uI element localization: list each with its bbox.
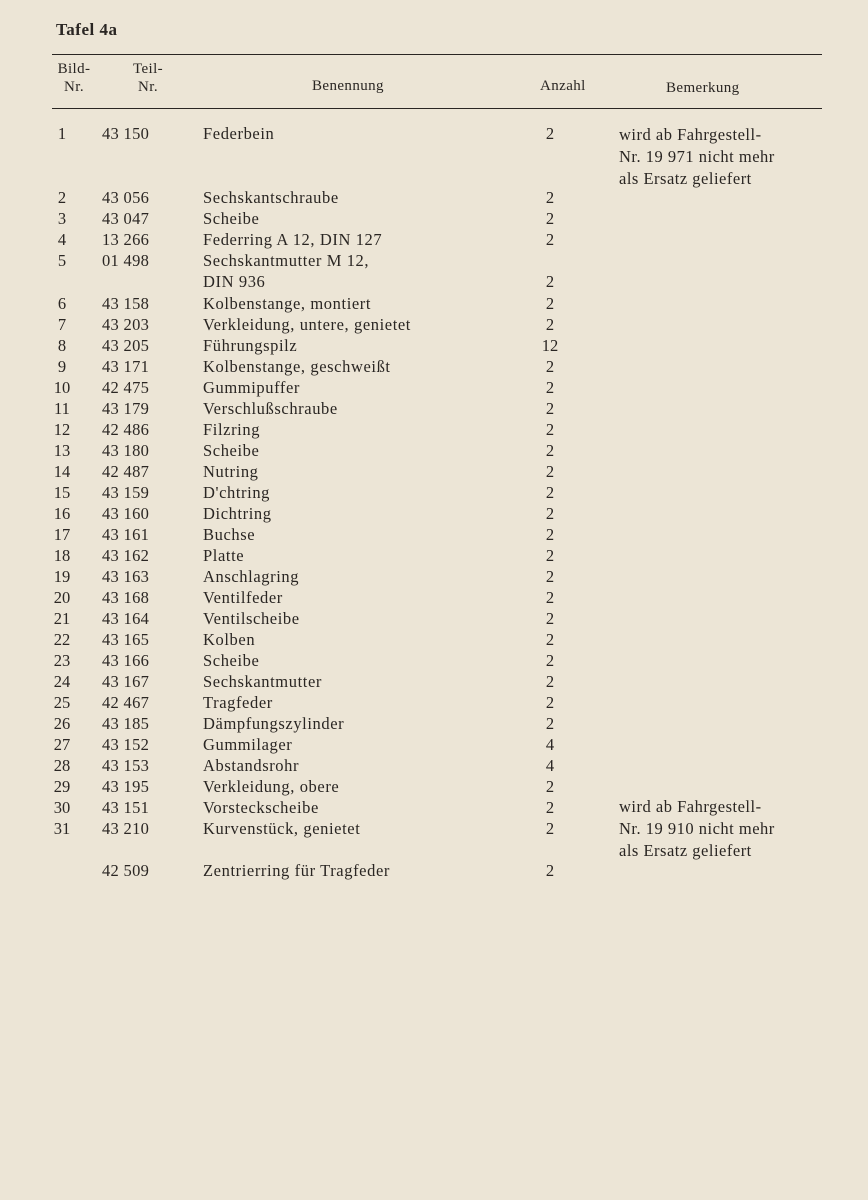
cell-anzahl: 2 xyxy=(545,630,555,649)
table-row xyxy=(0,188,868,210)
cell-teil-nr: 43 205 xyxy=(102,336,150,355)
table-row xyxy=(0,630,868,652)
cell-anzahl: 2 xyxy=(545,693,555,712)
table-row xyxy=(0,672,868,694)
column-header-bild-line2: Nr. xyxy=(64,79,84,95)
cell-bild-nr: 5 xyxy=(57,251,67,270)
table-row xyxy=(0,588,868,610)
cell-bild-nr: 15 xyxy=(53,483,71,502)
cell-teil-nr: 43 180 xyxy=(102,441,150,460)
cell-anzahl: 2 xyxy=(545,609,555,628)
cell-anzahl: 2 xyxy=(545,861,555,880)
cell-benennung: Vorsteckscheibe xyxy=(203,798,319,817)
cell-anzahl: 2 xyxy=(545,798,555,817)
cell-teil-nr: 43 160 xyxy=(102,504,150,523)
table-row xyxy=(0,357,868,379)
remark-line: Nr. 19 971 nicht mehr xyxy=(619,147,775,166)
cell-anzahl: 2 xyxy=(545,209,555,228)
cell-teil-nr: 43 166 xyxy=(102,651,150,670)
cell-benennung: Sechskantmutter xyxy=(203,672,322,691)
cell-teil-nr: 42 486 xyxy=(102,420,150,439)
cell-bild-nr: 10 xyxy=(53,378,71,397)
column-header-teil-line2: Nr. xyxy=(138,79,158,95)
table-row xyxy=(0,315,868,337)
cell-anzahl: 2 xyxy=(545,714,555,733)
table-row xyxy=(0,251,868,273)
cell-benennung: Ventilscheibe xyxy=(203,609,300,628)
cell-bild-nr: 18 xyxy=(53,546,71,565)
cell-anzahl: 2 xyxy=(545,357,555,376)
cell-bild-nr: 4 xyxy=(57,230,67,249)
cell-benennung: Kolbenstange, geschweißt xyxy=(203,357,391,376)
column-header-anzahl: Anzahl xyxy=(540,78,586,94)
cell-teil-nr: 43 161 xyxy=(102,525,150,544)
remark-line: als Ersatz geliefert xyxy=(619,841,752,860)
table-row xyxy=(0,714,868,736)
cell-teil-nr: 42 475 xyxy=(102,378,150,397)
table-row xyxy=(0,378,868,400)
table-row xyxy=(0,483,868,505)
cell-benennung: Zentrierring für Tragfeder xyxy=(203,861,390,880)
cell-anzahl: 2 xyxy=(545,504,555,523)
cell-anzahl: 2 xyxy=(545,188,555,207)
cell-benennung: Filzring xyxy=(203,420,261,439)
cell-bild-nr: 1 xyxy=(57,124,67,143)
cell-anzahl: 2 xyxy=(545,567,555,586)
table-row xyxy=(0,693,868,715)
cell-anzahl: 2 xyxy=(545,399,555,418)
remark-line: wird ab Fahrgestell- xyxy=(619,125,762,144)
cell-teil-nr: 43 151 xyxy=(102,798,150,817)
column-header-bemerkung: Bemerkung xyxy=(666,80,740,96)
cell-anzahl: 2 xyxy=(545,588,555,607)
cell-benennung: Federring A 12, DIN 127 xyxy=(203,230,383,249)
cell-benennung: Platte xyxy=(203,546,245,565)
table-row xyxy=(0,336,868,358)
remark-block xyxy=(619,796,829,862)
cell-bild-nr: 7 xyxy=(57,315,67,334)
cell-bild-nr: 17 xyxy=(53,525,71,544)
cell-bild-nr: 13 xyxy=(53,441,71,460)
column-header-teil-line1: Teil- xyxy=(132,61,164,77)
cell-anzahl: 2 xyxy=(545,819,555,838)
table-row xyxy=(0,462,868,484)
cell-benennung: Verkleidung, obere xyxy=(203,777,340,796)
cell-anzahl: 4 xyxy=(545,756,555,775)
cell-anzahl: 2 xyxy=(545,462,555,481)
cell-benennung: Tragfeder xyxy=(203,693,273,712)
cell-bild-nr: 28 xyxy=(53,756,71,775)
cell-anzahl: 2 xyxy=(545,651,555,670)
table-row xyxy=(0,272,868,294)
cell-anzahl: 2 xyxy=(545,272,555,291)
cell-bild-nr: 31 xyxy=(53,819,71,838)
cell-bild-nr: 22 xyxy=(53,630,71,649)
cell-bild-nr: 12 xyxy=(53,420,71,439)
cell-teil-nr: 43 153 xyxy=(102,756,150,775)
remark-block xyxy=(619,124,829,190)
cell-benennung: Scheibe xyxy=(203,441,260,460)
remark-line: wird ab Fahrgestell- xyxy=(619,797,762,816)
cell-benennung: Führungspilz xyxy=(203,336,298,355)
cell-teil-nr: 43 195 xyxy=(102,777,150,796)
cell-teil-nr: 43 152 xyxy=(102,735,150,754)
remark-line: als Ersatz geliefert xyxy=(619,169,752,188)
column-header-benennung: Benennung xyxy=(312,78,384,94)
cell-teil-nr: 43 159 xyxy=(102,483,150,502)
cell-anzahl: 2 xyxy=(545,230,555,249)
cell-bild-nr: 3 xyxy=(57,209,67,228)
cell-benennung: Verschlußschraube xyxy=(203,399,338,418)
cell-teil-nr: 42 509 xyxy=(102,861,150,880)
cell-benennung: D'chtring xyxy=(203,483,271,502)
cell-teil-nr: 13 266 xyxy=(102,230,150,249)
table-row xyxy=(0,546,868,568)
cell-teil-nr: 01 498 xyxy=(102,251,150,270)
column-header-bild-line1: Bild- xyxy=(57,61,91,77)
cell-bild-nr: 24 xyxy=(53,672,71,691)
table-row xyxy=(0,230,868,252)
cell-teil-nr: 43 171 xyxy=(102,357,150,376)
table-row xyxy=(0,420,868,442)
table-row xyxy=(0,209,868,231)
cell-benennung: Dämpfungszylinder xyxy=(203,714,345,733)
page-title: Tafel 4a xyxy=(56,20,118,39)
cell-benennung: Gummilager xyxy=(203,735,293,754)
cell-benennung: Gummipuffer xyxy=(203,378,301,397)
cell-teil-nr: 43 179 xyxy=(102,399,150,418)
table-row xyxy=(0,294,868,316)
cell-benennung: Sechskantmutter M 12, xyxy=(203,251,370,270)
cell-bild-nr: 29 xyxy=(53,777,71,796)
cell-bild-nr: 23 xyxy=(53,651,71,670)
cell-bild-nr: 25 xyxy=(53,693,71,712)
cell-teil-nr: 42 467 xyxy=(102,693,150,712)
cell-teil-nr: 43 158 xyxy=(102,294,150,313)
cell-benennung: Nutring xyxy=(203,462,259,481)
cell-benennung: Dichtring xyxy=(203,504,272,523)
cell-anzahl: 2 xyxy=(545,441,555,460)
cell-teil-nr: 43 168 xyxy=(102,588,150,607)
cell-benennung: Scheibe xyxy=(203,209,260,228)
cell-bild-nr: 9 xyxy=(57,357,67,376)
cell-benennung: Sechskantschraube xyxy=(203,188,339,207)
cell-bild-nr: 30 xyxy=(53,798,71,817)
cell-teil-nr: 43 163 xyxy=(102,567,150,586)
cell-bild-nr: 20 xyxy=(53,588,71,607)
cell-anzahl: 2 xyxy=(545,483,555,502)
cell-bild-nr: 21 xyxy=(53,609,71,628)
cell-teil-nr: 43 162 xyxy=(102,546,150,565)
cell-teil-nr: 43 150 xyxy=(102,124,150,143)
cell-anzahl: 2 xyxy=(545,420,555,439)
table-row xyxy=(0,399,868,421)
table-row xyxy=(0,651,868,673)
cell-benennung: Scheibe xyxy=(203,651,260,670)
cell-teil-nr: 42 487 xyxy=(102,462,150,481)
cell-bild-nr: 11 xyxy=(54,399,70,418)
cell-bild-nr: 26 xyxy=(53,714,71,733)
cell-bild-nr: 6 xyxy=(57,294,67,313)
cell-benennung: Federbein xyxy=(203,124,275,143)
remark-line: Nr. 19 910 nicht mehr xyxy=(619,819,775,838)
table-row xyxy=(0,609,868,631)
cell-anzahl: 2 xyxy=(545,124,555,143)
cell-benennung: Kolben xyxy=(203,630,256,649)
cell-anzahl: 2 xyxy=(545,672,555,691)
cell-teil-nr: 43 056 xyxy=(102,188,150,207)
cell-teil-nr: 43 047 xyxy=(102,209,150,228)
table-row xyxy=(0,735,868,757)
table-row xyxy=(0,861,868,883)
cell-benennung: Anschlagring xyxy=(203,567,300,586)
cell-teil-nr: 43 167 xyxy=(102,672,150,691)
cell-benennung: Buchse xyxy=(203,525,256,544)
cell-anzahl: 12 xyxy=(541,336,559,355)
cell-benennung: DIN 936 xyxy=(203,272,266,291)
cell-bild-nr: 16 xyxy=(53,504,71,523)
cell-bild-nr: 27 xyxy=(53,735,71,754)
cell-anzahl: 2 xyxy=(545,294,555,313)
cell-teil-nr: 43 164 xyxy=(102,609,150,628)
cell-anzahl: 2 xyxy=(545,777,555,796)
table-row xyxy=(0,567,868,589)
table-row xyxy=(0,504,868,526)
table-row xyxy=(0,756,868,778)
cell-benennung: Kolbenstange, montiert xyxy=(203,294,372,313)
cell-teil-nr: 43 203 xyxy=(102,315,150,334)
cell-bild-nr: 8 xyxy=(57,336,67,355)
cell-benennung: Kurvenstück, genietet xyxy=(203,819,361,838)
cell-anzahl: 2 xyxy=(545,525,555,544)
table-row xyxy=(0,525,868,547)
cell-teil-nr: 43 210 xyxy=(102,819,150,838)
cell-bild-nr: 19 xyxy=(53,567,71,586)
cell-benennung: Ventilfeder xyxy=(203,588,283,607)
cell-anzahl: 2 xyxy=(545,315,555,334)
cell-anzahl: 2 xyxy=(545,546,555,565)
cell-anzahl: 2 xyxy=(545,378,555,397)
cell-bild-nr: 14 xyxy=(53,462,71,481)
cell-anzahl: 4 xyxy=(545,735,555,754)
cell-bild-nr: 2 xyxy=(57,188,67,207)
cell-teil-nr: 43 165 xyxy=(102,630,150,649)
cell-teil-nr: 43 185 xyxy=(102,714,150,733)
cell-benennung: Verkleidung, untere, genietet xyxy=(203,315,411,334)
table-row xyxy=(0,441,868,463)
cell-benennung: Abstandsrohr xyxy=(203,756,300,775)
